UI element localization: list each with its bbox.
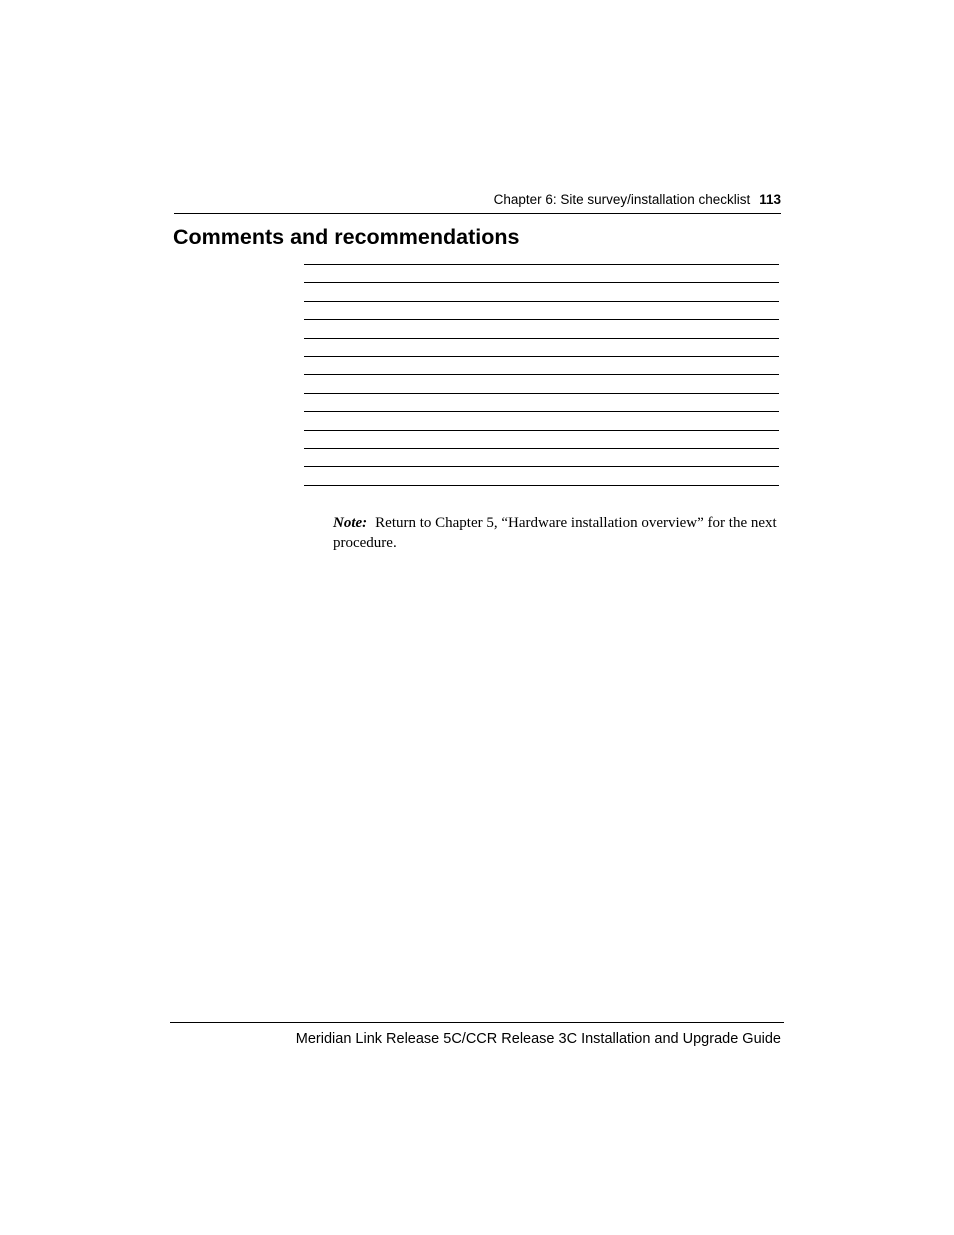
write-line bbox=[304, 485, 779, 486]
write-line bbox=[304, 393, 779, 394]
write-line bbox=[304, 264, 779, 265]
write-line bbox=[304, 301, 779, 302]
note bbox=[333, 514, 779, 553]
write-line bbox=[304, 430, 779, 431]
write-line bbox=[304, 356, 779, 357]
write-line bbox=[304, 338, 779, 339]
section-title: Comments and recommendations bbox=[173, 225, 520, 249]
note-label: Note: bbox=[333, 515, 368, 531]
footer-rule bbox=[170, 1022, 784, 1023]
page-number: 113 bbox=[759, 192, 781, 207]
header-rule bbox=[174, 213, 781, 214]
comment-write-lines bbox=[304, 264, 779, 503]
write-line bbox=[304, 466, 779, 467]
write-line bbox=[304, 319, 779, 320]
running-header bbox=[494, 192, 781, 207]
write-line bbox=[304, 411, 779, 412]
footer-guide-title: Meridian Link Release 5C/CCR Release 3C Installation and Upgrade Guide bbox=[295, 1031, 781, 1047]
write-line bbox=[304, 282, 779, 283]
note-text: Return to Chapter 5, “Hardware installation overview” for the next procedure. bbox=[333, 515, 777, 551]
write-line bbox=[304, 374, 779, 375]
chapter-title: Chapter 6: Site survey/installation checklist bbox=[493, 192, 751, 207]
write-line bbox=[304, 448, 779, 449]
